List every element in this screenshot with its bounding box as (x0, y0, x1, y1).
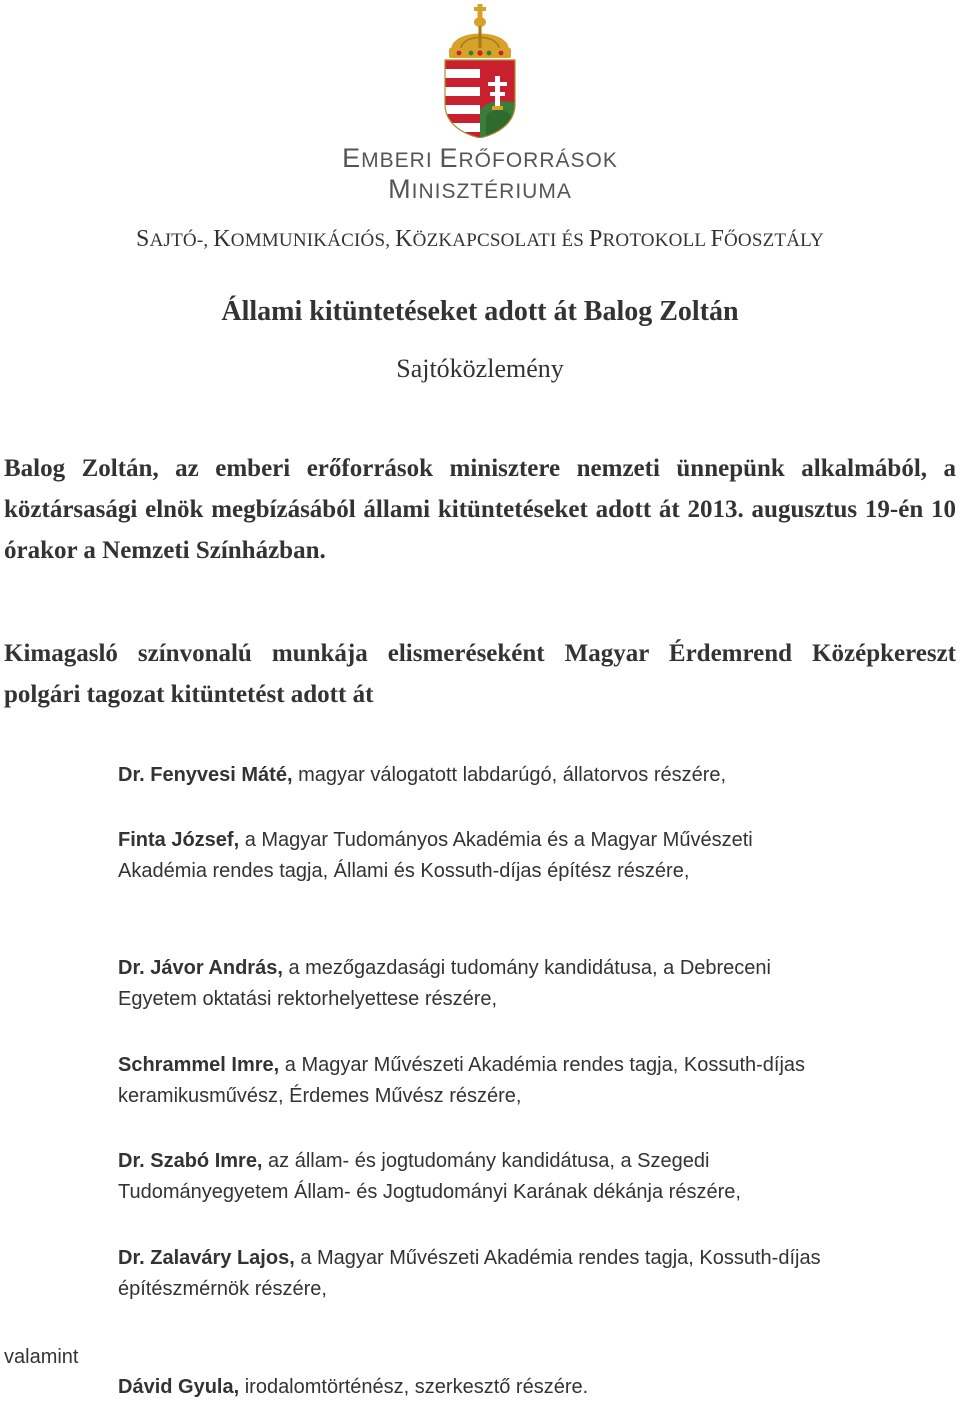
recipient-item (118, 1372, 838, 1403)
shield-icon (445, 60, 515, 138)
text-run: K (395, 226, 413, 252)
recipient-description: az állam- és jogtudomány kandidátusa, a Szegedi Tudományegyetem Állam- és Jogtudományi Karának dékánja részére, (118, 1150, 741, 1203)
text-run: E (342, 143, 362, 173)
recipient-description: magyar válogatott labdarúgó, állatorvos részére, (292, 764, 727, 786)
text-run: M (388, 174, 412, 204)
text-run: P (588, 226, 603, 252)
page-title: Állami kitüntetéseket adott át Balog Zoltán (221, 296, 739, 327)
text-run: K (213, 226, 231, 252)
ministry-name-line2 (300, 174, 660, 205)
recipient-name: Schrammel Imre, (118, 1054, 280, 1076)
lead-paragraph: Balog Zoltán, az emberi erőforrások minisztere nemzeti ünnepünk alkalmából, a köztársasági elnök megbízásából állami kitüntetéseket adott át 2013. augusztus 19-én 10 órakor a Nemzeti Színházban. (4, 455, 956, 564)
text-run: F (710, 226, 724, 252)
recipient-name: Dr. Fenyvesi Máté, (118, 764, 293, 786)
hungarian-coat-of-arms-icon (441, 4, 519, 138)
text-run: E (439, 143, 459, 173)
text-run: ŐOSZTÁLY (724, 230, 824, 251)
document-type: Sajtóközlemény (396, 354, 564, 383)
recipient-description: a mezőgazdasági tudomány kandidátusa, a Debreceni Egyetem oktatási rektorhelyettese részére, (118, 957, 771, 1010)
recipient-description: a Magyar Művészeti Akadémia rendes tagja, Kossuth-díjas keramikusművész, Érdemes Művész részére, (118, 1054, 806, 1107)
text-run: AJTÓ-, (149, 230, 214, 251)
recipient-name: Dr. Szabó Imre, (118, 1150, 263, 1172)
recipient-item (118, 825, 838, 887)
text-run: OMMUNIKÁCIÓS, (230, 230, 396, 251)
recipient-item (118, 953, 838, 1015)
ministry-name-line1 (300, 143, 660, 174)
text-run: RŐFORRÁSOK (458, 149, 618, 172)
recipient-name: Finta József, (118, 829, 240, 851)
text-run: ROTOKOLL (602, 230, 711, 251)
recipient-description: irodalomtörténész, szerkesztő részére. (239, 1376, 589, 1398)
recipient-name: Dávid Gyula, (118, 1376, 240, 1398)
ministry-logo (0, 0, 960, 210)
recipient-description: a Magyar Művészeti Akadémia rendes tagja, Kossuth-díjas építészmérnök részére, (118, 1247, 821, 1300)
recipient-item (118, 760, 838, 791)
recipient-description: a Magyar Tudományos Akadémia és a Magyar Művészeti Akadémia rendes tagja, Állami és Kossuth-díjas építész részére, (118, 829, 753, 882)
holy-crown-icon (449, 4, 511, 58)
text-run: S (136, 226, 150, 252)
recipient-item (118, 1243, 838, 1305)
award-heading: Kimagasló színvonalú munkája elismeréseként Magyar Érdemrend Középkereszt polgári tagozat kitüntetést adott át (4, 640, 956, 708)
department-name (0, 226, 960, 253)
connector-text: valamint (4, 1346, 79, 1368)
recipient-name: Dr. Jávor András, (118, 957, 283, 979)
recipient-name: Dr. Zalaváry Lajos, (118, 1247, 295, 1269)
text-run: INISZTÉRIUMA (411, 180, 572, 203)
text-run: ÖZKAPCSOLATI ÉS (412, 230, 589, 251)
recipient-item (118, 1146, 838, 1208)
recipient-item (118, 1050, 838, 1112)
text-run: MBERI (361, 149, 440, 172)
